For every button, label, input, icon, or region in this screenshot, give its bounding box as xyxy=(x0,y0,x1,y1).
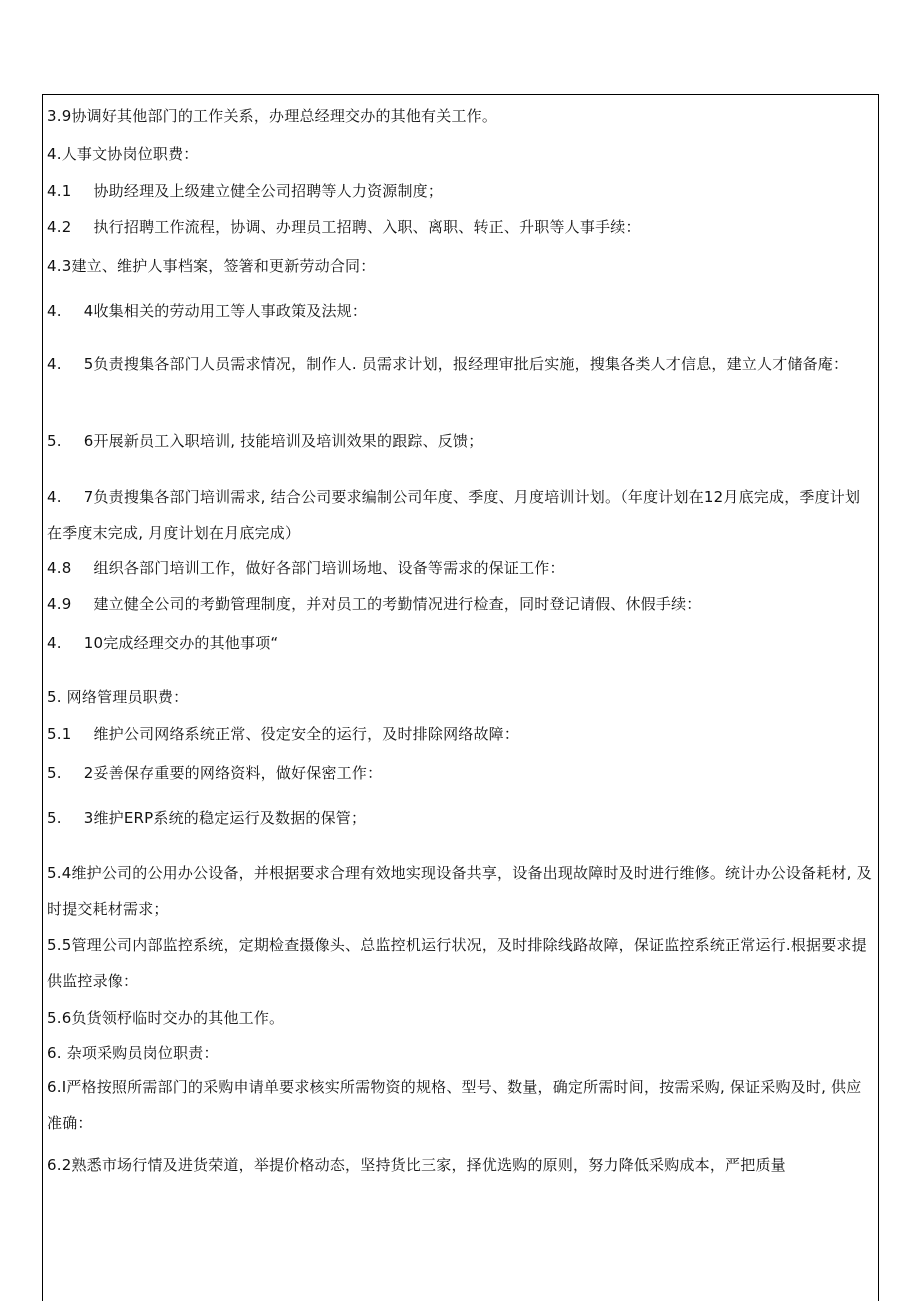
line-4-3 xyxy=(47,256,877,277)
line-text: 建立健全公司的考勤管理制度，并对员工的考勤情况进行检查，同时登记请假、休假手续： xyxy=(93,595,702,613)
item-number: 4. xyxy=(47,488,62,506)
line-4-2 xyxy=(47,217,877,238)
line-5-1 xyxy=(47,724,877,745)
item-number: 5. xyxy=(47,764,62,782)
line-4-5 xyxy=(47,346,873,382)
item-number: 5.1 xyxy=(47,725,72,743)
line-5-4 xyxy=(47,855,873,927)
line-text: 组织各部门培训工作，做好各部门培训场地、设备等需求的保证工作： xyxy=(93,559,565,577)
item-number: 4. xyxy=(47,355,62,373)
line-text: 6开展新员工入职培训, 技能培训及培训效果的跟踪、反馈； xyxy=(83,432,484,450)
line-text: 6. 杂项采购员岗位职责： xyxy=(47,1044,219,1062)
line-5-2 xyxy=(47,763,877,784)
section-6-heading xyxy=(47,1043,877,1064)
item-number: 5. xyxy=(47,432,62,450)
line-3-9 xyxy=(47,106,877,127)
line-4-7 xyxy=(47,479,873,551)
item-number: 4.2 xyxy=(47,218,72,236)
line-4-8 xyxy=(47,558,877,579)
line-6-2 xyxy=(47,1155,877,1176)
line-4-10 xyxy=(47,633,877,654)
line-6-1 xyxy=(47,1069,873,1141)
line-text: 4.3建立、维护人事档案，签箸和更新劳动合同： xyxy=(47,257,376,275)
line-5-3 xyxy=(47,808,877,829)
line-text: 5.4维护公司的公用办公设备，并根据要求合理有效地实现设备共享，设备出现故障时及时进行维修。统计办公设备耗材, 及时提交耗材需求； xyxy=(47,864,872,918)
line-text: 5负责搜集各部门人员需求情况，制作人. 员需求计划，报经理审批后实施，搜集各类人才信息，建立人才储备庵： xyxy=(83,355,849,373)
line-text: 5.5管理公司内部监控系统，定期检查摄像头、总监控机运行状况，及时排除线路故障，保证监控系统正常运行.根据要求提供监控录像： xyxy=(47,936,867,990)
line-text: 7负责搜集各部门培训需求, 结合公司要求编制公司年度、季度、月度培训计划。（年度计划在12月底完成，季度计划在季度末完成, 月度计划在月底完成） xyxy=(47,488,861,542)
line-text: 5.6负货领杼临时交办的其他工作。 xyxy=(47,1009,285,1027)
line-text: 执行招聘工作流程，协调、办理员工招聘、入职、离职、转正、升职等人事手续： xyxy=(93,218,641,236)
item-number: 5. xyxy=(47,809,62,827)
line-4-1 xyxy=(47,181,877,202)
line-text: 5. 网络管理员职费： xyxy=(47,688,189,706)
line-text: 维护公司网络系统正常、役定安全的运行，及时排除网络故障： xyxy=(93,725,520,743)
item-number: 4.1 xyxy=(47,182,72,200)
line-text: 协助经理及上级建立健全公司招聘等人力资源制度； xyxy=(93,182,444,200)
section-5-heading xyxy=(47,687,877,708)
line-text: 6.2熟悉市场行情及进货荣道，举提价格动态，坚持货比三家，择优选购的原则，努力降低采购成本，严把质量 xyxy=(47,1156,786,1174)
section-4-heading xyxy=(47,144,877,165)
item-number: 4. xyxy=(47,634,62,652)
line-text: 3.9协调好其他部门的工作关系，办理总经理交办的其他有关工作。 xyxy=(47,107,498,125)
line-5-5 xyxy=(47,927,873,999)
item-number: 4. xyxy=(47,302,62,320)
line-text: 2妥善保存重要的网络资料，做好保密工作： xyxy=(83,764,383,782)
line-text: 6.I严格按照所需部门的采购申请单要求核实所需物资的规格、型号、数量，确定所需时间，按需采购, 保证采购及时, 供应准确： xyxy=(47,1078,862,1132)
line-text: 10完成经理交办的其他事项“ xyxy=(83,634,279,652)
line-text: 4.人事文协岗位职费： xyxy=(47,145,199,163)
line-4-6 xyxy=(47,431,877,452)
line-text: 3维护ERP系统的稳定运行及数据的保管； xyxy=(83,809,367,827)
item-number: 4.9 xyxy=(47,595,72,613)
line-4-4 xyxy=(47,301,877,322)
line-4-9 xyxy=(47,594,877,615)
document-frame xyxy=(42,94,879,1301)
item-number: 4.8 xyxy=(47,559,72,577)
line-5-6 xyxy=(47,1008,877,1029)
line-text: 4收集相关的劳动用工等人事政策及法规： xyxy=(83,302,368,320)
